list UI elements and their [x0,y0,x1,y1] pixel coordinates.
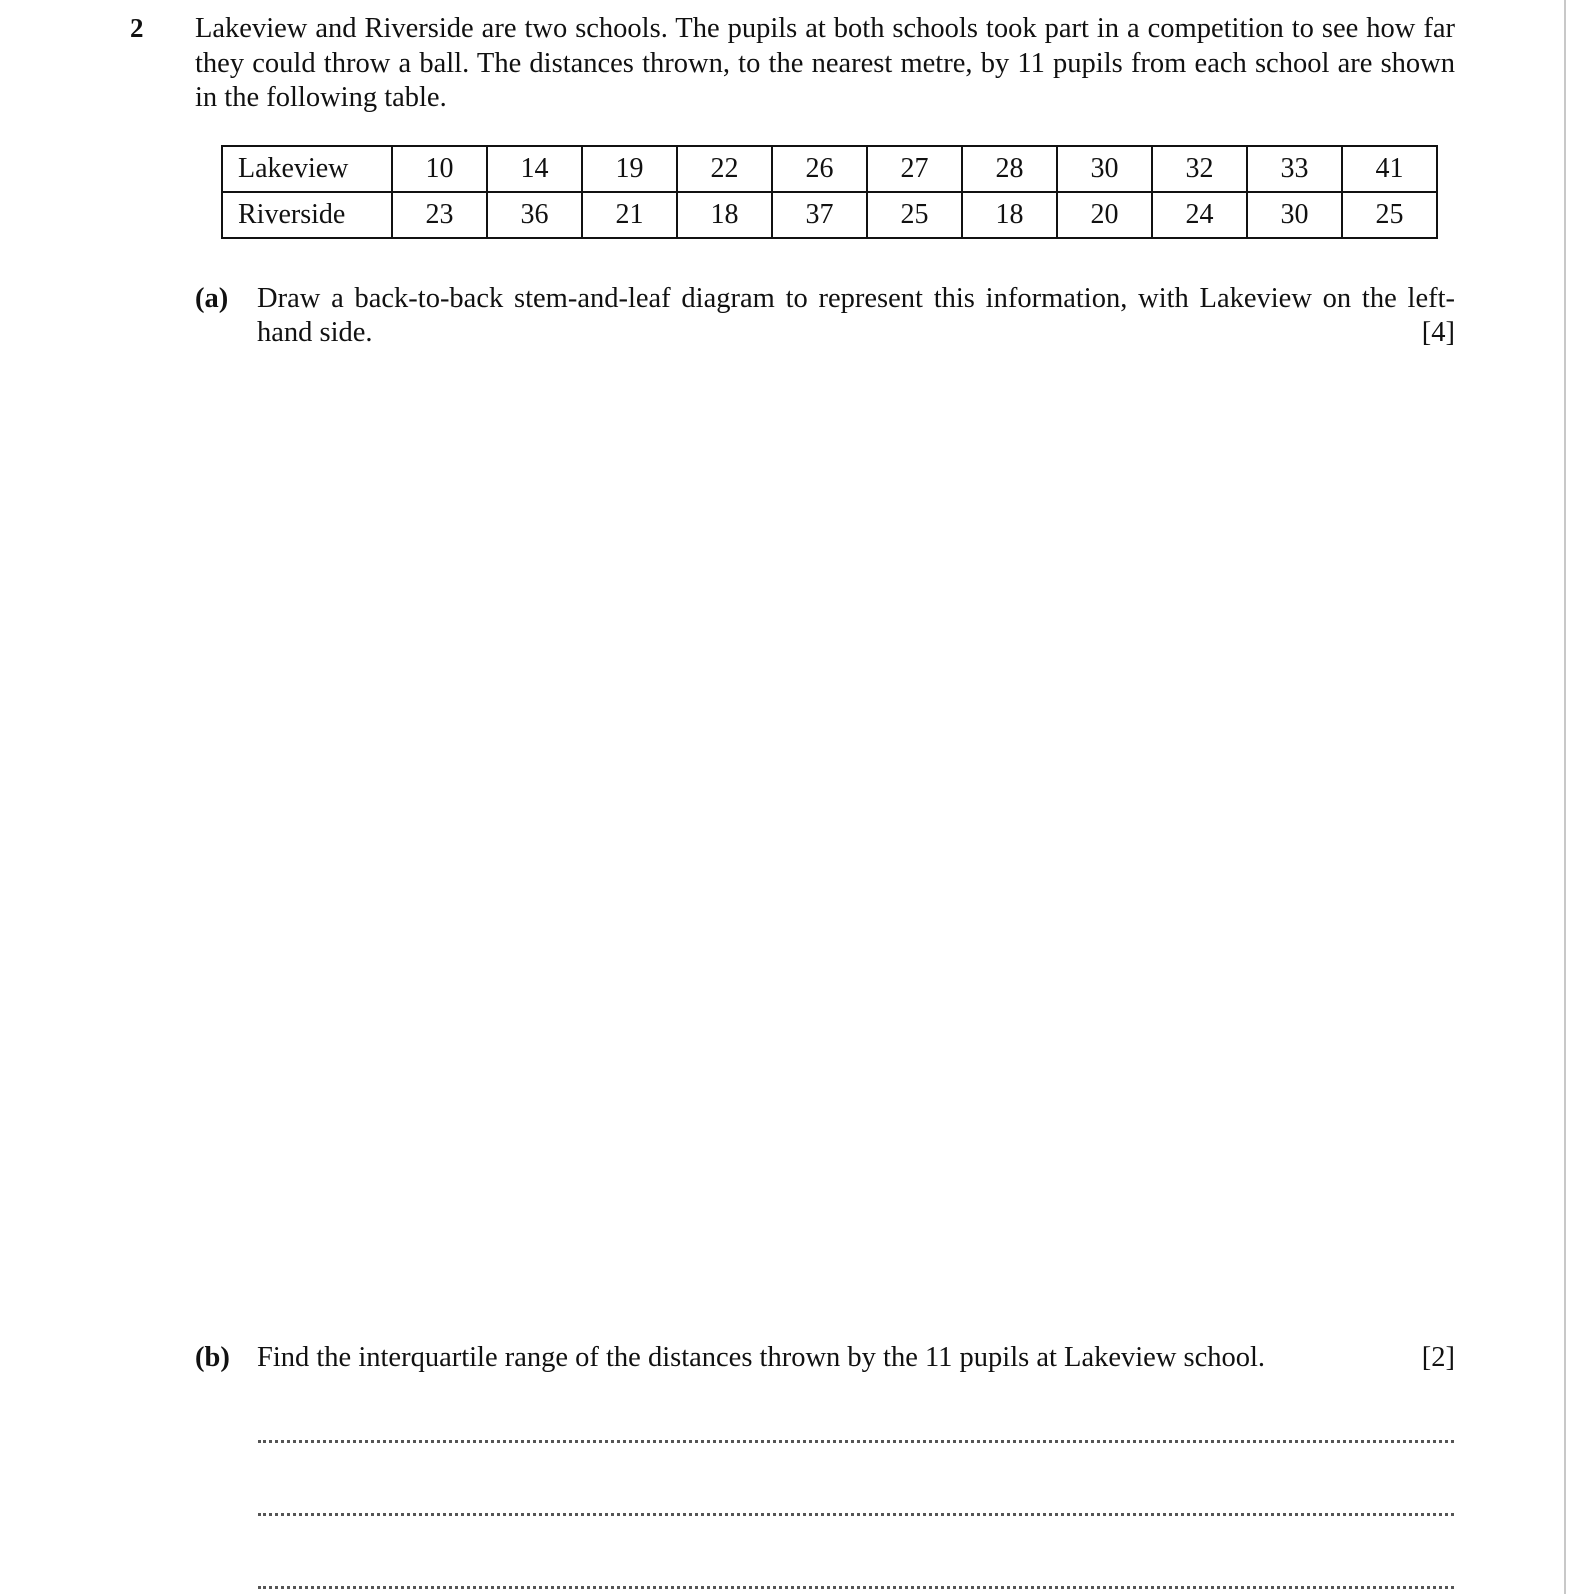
table-cell: 20 [1057,192,1152,238]
table-cell: 28 [962,146,1057,192]
table-cell: 33 [1247,146,1342,192]
table-row-lakeview [222,146,1437,192]
table-cell: 25 [867,192,962,238]
table-cell: 23 [392,192,487,238]
table-cell: 24 [1152,192,1247,238]
table-cell: 19 [582,146,677,192]
page-edge [1564,0,1566,1594]
part-b-marks: [2] [1421,1342,1455,1373]
table-cell: 14 [487,146,582,192]
table-row-riverside [222,192,1437,238]
table-cell: 36 [487,192,582,238]
table-cell: 30 [1057,146,1152,192]
table-cell: 27 [867,146,962,192]
table-cell: 32 [1152,146,1247,192]
table-cell: 41 [1342,146,1437,192]
question-intro: Lakeview and Riverside are two schools. The pupils at both schools took part in a competition to see how far they could throw a ball. The distances thrown, to the nearest metre, by 11 pupils from each school are shown in the following table. [195,13,1455,113]
answer-line[interactable] [258,1513,1454,1516]
table-cell: 22 [677,146,772,192]
question-number: 2 [130,13,144,43]
table-cell: 18 [677,192,772,238]
table-cell: 10 [392,146,487,192]
part-a-text: Draw a back-to-back stem-and-leaf diagram to represent this information, with Lakeview on the left-hand side. [257,283,1455,348]
part-b-text: Find the interquartile range of the distances thrown by the 11 pupils at Lakeview school. [257,1342,1266,1373]
distances-table [221,145,1438,239]
table-cell: 30 [1247,192,1342,238]
part-a-marks: [4] [1421,317,1455,348]
part-b [195,1341,1455,1381]
answer-line[interactable] [258,1440,1454,1443]
table-cell: 21 [582,192,677,238]
row-header: Lakeview [222,146,392,192]
table-cell: 37 [772,192,867,238]
answer-line[interactable] [258,1586,1454,1589]
table-cell: 18 [962,192,1057,238]
part-b-label: (b) [195,1342,230,1373]
part-a-label: (a) [195,283,229,314]
row-header: Riverside [222,192,392,238]
table-cell: 25 [1342,192,1437,238]
table-cell: 26 [772,146,867,192]
part-a [195,282,1455,354]
